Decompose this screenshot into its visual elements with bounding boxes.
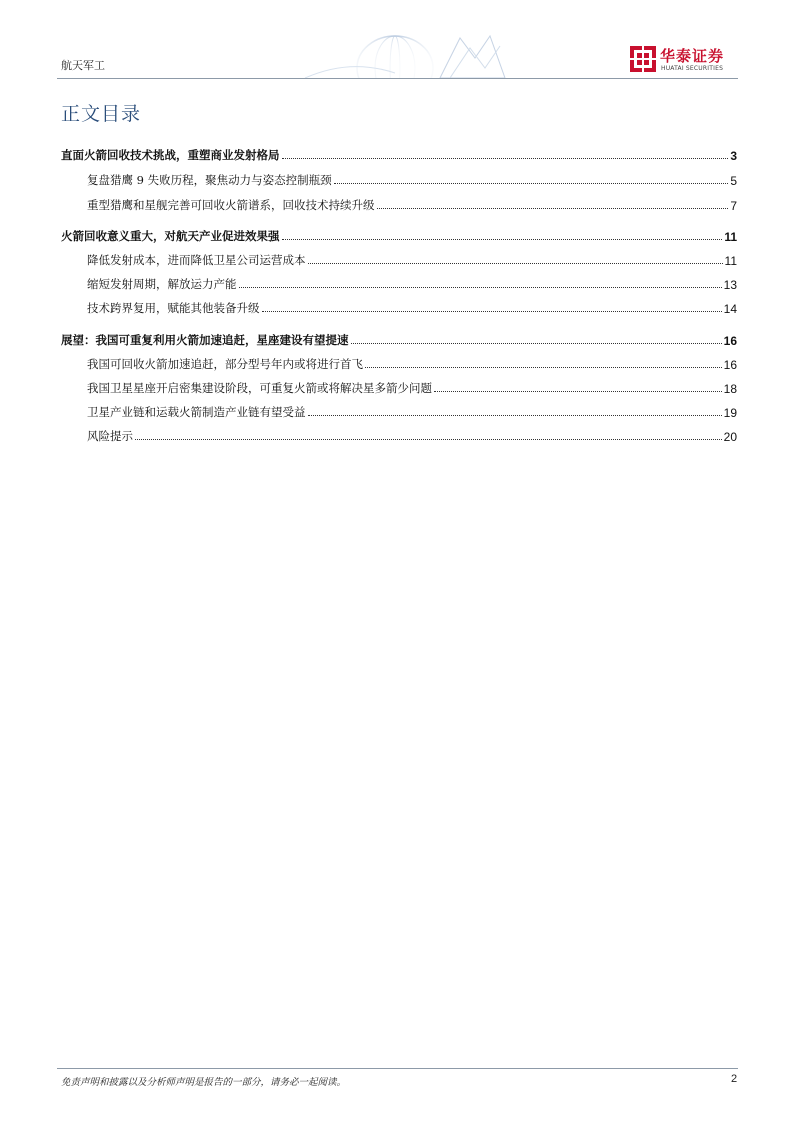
toc-entry[interactable] <box>87 274 737 292</box>
globe-watermark-icon <box>300 28 530 78</box>
toc-page-number: 11 <box>724 254 737 268</box>
toc-entry[interactable] <box>61 226 737 244</box>
toc-leader <box>282 157 729 159</box>
toc-entry-text: 缩短发射周期，解放运力产能 <box>87 277 237 291</box>
toc-page-number: 16 <box>723 334 737 348</box>
toc-entry[interactable] <box>87 250 737 268</box>
toc-leader <box>239 286 722 288</box>
toc-page-number: 20 <box>723 430 737 444</box>
toc-leader <box>351 342 722 344</box>
toc-entry[interactable] <box>87 195 737 213</box>
toc-entry[interactable] <box>61 330 737 348</box>
toc-entry-text: 我国卫星星座开启密集建设阶段，可重复火箭或将解决星多箭少问题 <box>87 381 432 395</box>
toc-title: 正文目录 <box>61 103 142 125</box>
header-divider <box>57 78 738 79</box>
brand-mark-icon <box>630 44 656 72</box>
toc-entry[interactable] <box>87 426 737 444</box>
toc-entry-text: 风险提示 <box>87 429 133 443</box>
toc-page-number: 11 <box>724 230 737 244</box>
toc-leader <box>135 438 722 440</box>
page-number: 2 <box>731 1073 738 1085</box>
toc-page-number: 5 <box>730 174 737 188</box>
toc-entry[interactable] <box>87 354 737 372</box>
toc-entry[interactable] <box>87 402 737 420</box>
disclaimer-text: 免责声明和披露以及分析师声明是报告的一部分，请务必一起阅读。 <box>61 1077 347 1088</box>
toc-entry[interactable] <box>87 378 737 396</box>
toc-page-number: 16 <box>723 358 737 372</box>
toc-entry-text: 直面火箭回收技术挑战，重塑商业发射格局 <box>61 148 280 162</box>
toc-entry-text: 重型猎鹰和星舰完善可回收火箭谱系，回收技术持续升级 <box>87 198 375 212</box>
brand-name-en: HUATAI SECURITIES <box>661 65 724 72</box>
toc-page-number: 13 <box>723 278 737 292</box>
brand-name-cn: 华泰证券 <box>660 47 725 65</box>
toc-entry-text: 我国可回收火箭加速追赶，部分型号年内或将进行首飞 <box>87 357 363 371</box>
toc-entry[interactable] <box>87 170 737 188</box>
toc-entry-text: 技术跨界复用，赋能其他装备升级 <box>87 301 260 315</box>
sector-label: 航天军工 <box>61 59 105 72</box>
toc-leader <box>282 238 723 240</box>
toc-entry-text: 复盘猎鹰 9 失败历程，聚焦动力与姿态控制瓶颈 <box>87 173 332 187</box>
toc-entry-text: 卫星产业链和运载火箭制造产业链有望受益 <box>87 405 306 419</box>
toc-entry-text: 展望：我国可重复利用火箭加速追赶，星座建设有望提速 <box>61 333 349 347</box>
toc-entry[interactable] <box>61 145 737 163</box>
toc-leader <box>365 366 722 368</box>
toc-leader <box>434 390 722 392</box>
toc-entry-text: 降低发射成本，进而降低卫星公司运营成本 <box>87 253 306 267</box>
toc-page-number: 19 <box>723 406 737 420</box>
brand-logo <box>630 44 740 74</box>
toc-page-number: 14 <box>723 302 737 316</box>
toc-leader <box>262 310 722 312</box>
footer-divider <box>57 1068 738 1069</box>
toc-entry[interactable] <box>87 298 737 316</box>
toc-page-number: 3 <box>730 149 737 163</box>
toc-leader <box>308 414 722 416</box>
toc-leader <box>308 262 723 264</box>
page-header <box>0 0 794 82</box>
toc-leader <box>334 182 729 184</box>
toc-leader <box>377 207 729 209</box>
toc-entry-text: 火箭回收意义重大，对航天产业促进效果强 <box>61 229 280 243</box>
toc-page-number: 7 <box>730 199 737 213</box>
toc-page-number: 18 <box>723 382 737 396</box>
